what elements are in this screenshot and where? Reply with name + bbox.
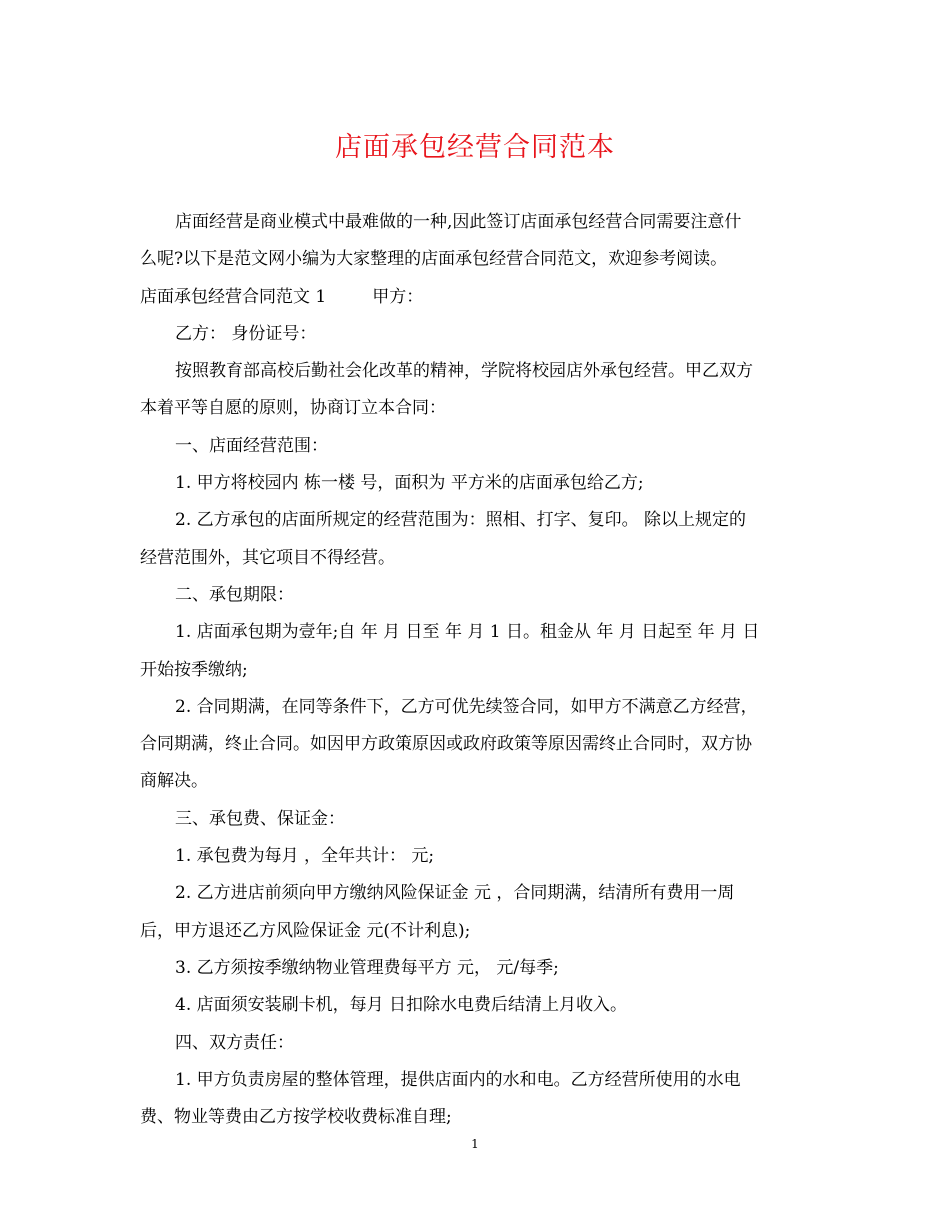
clause-line: 1. 承包费为每月 ，全年共计： 元; [175, 846, 435, 867]
document-title: 店面承包经营合同范本 [335, 132, 615, 163]
clause-line: 2. 乙方进店前须向甲方缴纳风险保证金 元 ，合同期满，结清所有费用一周 [175, 883, 735, 904]
contract-heading: 店面承包经营合同范文 1 [140, 286, 327, 307]
clause-line: 后，甲方退还乙方风险保证金 元(不计利息); [140, 920, 471, 941]
paragraph-line: 按照教育部高校后勤社会化改革的精神，学院将校园店外承包经营。甲乙双方 [175, 361, 753, 382]
section-heading-line [140, 279, 812, 316]
paragraph-line: 本着平等自愿的原则，协商订立本合同： [140, 398, 446, 419]
party-b-line: 乙方： 身份证号： [175, 323, 317, 344]
clause-line: 开始按季缴纳; [140, 659, 248, 680]
clause-line: 1. 店面承包期为壹年;自 年 月 日至 年 月 1 日。租金从 年 月 日起至 年 月 日 [175, 622, 760, 643]
clause-line: 合同期满，终止合同。如因甲方政策原因或政府政策等原因需终止合同时，双方协 [140, 734, 752, 755]
clause-line: 1. 甲方负责房屋的整体管理，提供店面内的水和电。乙方经营所使用的水电 [175, 1069, 741, 1090]
page-number: 1 [471, 1137, 479, 1151]
clause-line: 1. 甲方将校园内 栋一楼 号，面积为 平方米的店面承包给乙方; [175, 473, 644, 494]
clause-line: 2. 乙方承包的店面所规定的经营范围为：照相、打字、复印。 除以上规定的 [175, 510, 747, 531]
clause-line: 4. 店面须安装刷卡机，每月 日扣除水电费后结清上月收入。 [175, 995, 628, 1016]
party-a-label: 甲方： [372, 286, 424, 307]
clause-line: 3. 乙方须按季缴纳物业管理费每平方 元， 元/每季; [175, 957, 559, 978]
paragraph-line: 店面经营是商业模式中最难做的一种,因此签订店面承包经营合同需要注意什 [175, 212, 742, 232]
clause-line: 费、物业等费由乙方按学校收费标准自理; [140, 1107, 452, 1128]
clause-line: 经营范围外，其它项目不得经营。 [140, 547, 395, 568]
clause-line: 2. 合同期满，在同等条件下，乙方可优先续签合同，如甲方不满意乙方经营， [175, 696, 758, 717]
section-heading: 四、双方责任： [175, 1032, 294, 1053]
paragraph-line: 么呢?以下是范文网小编为大家整理的店面承包经营合同范文，欢迎参考阅读。 [140, 249, 728, 270]
section-heading: 三、承包费、保证金： [175, 808, 345, 829]
clause-line: 商解决。 [140, 771, 208, 792]
document-body [140, 204, 812, 1136]
section-heading: 一、店面经营范围： [175, 435, 328, 456]
section-heading: 二、承包期限： [175, 584, 294, 605]
